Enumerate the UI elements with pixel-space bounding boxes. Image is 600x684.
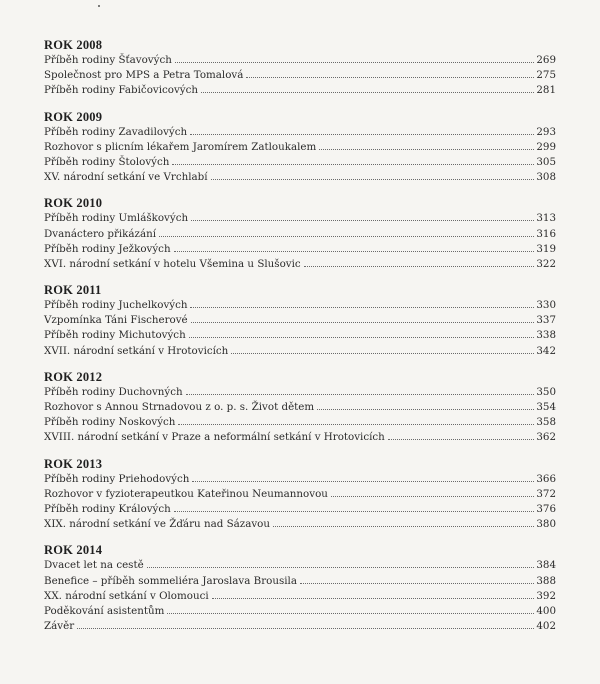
dot-leader	[319, 149, 534, 150]
entry-page-number: 384	[536, 559, 556, 572]
entry-title: Příběh rodiny Králových	[44, 502, 171, 515]
toc-entry[interactable]	[44, 558, 556, 573]
entry-title: Příběh rodiny Štolových	[44, 155, 170, 168]
toc-entry[interactable]	[44, 227, 556, 242]
entry-page-number: 400	[536, 604, 556, 617]
toc-entry[interactable]	[44, 400, 556, 415]
toc-section	[44, 283, 556, 359]
dot-leader	[191, 322, 534, 323]
entry-page-number: 402	[536, 620, 556, 633]
toc-entry[interactable]	[44, 53, 556, 68]
toc-entry[interactable]	[44, 385, 556, 400]
toc-entry[interactable]	[44, 83, 556, 98]
dot-leader	[212, 598, 534, 599]
year-heading: ROK 2010	[44, 196, 103, 211]
entry-page-number: 388	[536, 574, 556, 587]
entry-page-number: 354	[536, 401, 556, 413]
entry-title: Příběh rodiny Priehodových	[44, 472, 190, 485]
dot-leader	[174, 511, 534, 512]
entry-title: XX. národní setkání v Olomouci	[44, 589, 209, 602]
entry-page-number: 337	[536, 314, 556, 327]
dot-leader	[174, 251, 534, 252]
entry-title: Závěr	[44, 620, 75, 633]
dot-leader	[231, 353, 534, 354]
entry-title: XVI. národní setkání v hotelu Všemina u Slušovic	[44, 257, 301, 270]
entry-title: Společnost pro MPS a Petra Tomalová	[44, 69, 244, 82]
toc-section	[44, 38, 556, 99]
year-heading: ROK 2009	[44, 109, 103, 124]
toc-entry[interactable]	[44, 344, 556, 359]
toc-entry[interactable]	[44, 140, 556, 155]
toc-entry[interactable]	[44, 257, 556, 272]
toc-entry[interactable]	[44, 313, 556, 328]
dot-leader	[178, 424, 534, 425]
toc-section	[44, 370, 556, 446]
entry-title: Dvacet let na cestě	[44, 559, 144, 572]
dot-leader	[300, 583, 534, 584]
year-heading: ROK 2013	[44, 456, 103, 471]
toc-entry[interactable]	[44, 430, 556, 445]
toc-entry[interactable]	[44, 170, 556, 185]
entry-title: XIX. národní setkání ve Žďáru nad Sázavou	[44, 518, 270, 531]
toc-entry[interactable]	[44, 604, 556, 619]
toc-entry[interactable]	[44, 328, 556, 343]
year-heading: ROK 2008	[44, 38, 103, 52]
table-of-contents	[44, 38, 556, 634]
dot-leader	[147, 567, 534, 568]
dot-leader	[317, 409, 534, 410]
entry-page-number: 319	[536, 242, 556, 255]
toc-section	[44, 196, 556, 272]
entry-title: Příběh rodiny Noskových	[44, 416, 176, 429]
entry-page-number: 316	[536, 227, 556, 240]
entry-page-number: 305	[536, 155, 556, 168]
year-heading: ROK 2014	[44, 543, 103, 558]
entry-page-number: 362	[536, 431, 556, 444]
entry-title: XVII. národní setkání v Hrotovicích	[44, 344, 229, 357]
entry-title: Příběh rodiny Michutových	[44, 329, 186, 342]
dot-leader	[159, 236, 534, 237]
dot-leader	[388, 439, 534, 440]
dot-leader	[192, 481, 534, 482]
toc-entry[interactable]	[44, 68, 556, 83]
toc-entry[interactable]	[44, 155, 556, 170]
toc-entry[interactable]	[44, 502, 556, 517]
entry-title: Dvanáctero přikázání	[44, 227, 157, 240]
toc-entry[interactable]	[44, 242, 556, 257]
toc-entry[interactable]	[44, 619, 556, 634]
dot-leader	[77, 628, 534, 629]
entry-page-number: 366	[536, 472, 556, 485]
entry-title: Vzpomínka Táni Fischerové	[44, 314, 188, 327]
entry-title: Příběh rodiny Juchelkových	[44, 299, 188, 312]
year-heading: ROK 2012	[44, 369, 103, 384]
entry-title: Rozhovor s Annou Strnadovou z o. p. s. Život dětem	[44, 401, 315, 413]
dot-leader	[331, 496, 534, 497]
toc-entry[interactable]	[44, 125, 556, 140]
entry-title: Příběh rodiny Zavadilových	[44, 125, 188, 138]
dot-leader	[191, 220, 534, 221]
entry-page-number: 313	[536, 212, 556, 225]
entry-page-number: 358	[536, 416, 556, 429]
dot-leader	[189, 337, 534, 338]
entry-page-number: 350	[536, 385, 556, 398]
toc-section	[44, 110, 556, 186]
entry-title: Příběh rodiny Šťavových	[44, 54, 172, 66]
entry-title: Rozhovor s plicním lékařem Jaromírem Zatloukalem	[44, 140, 317, 153]
entry-title: Benefice – příběh sommeliéra Jaroslava Brousila	[44, 574, 297, 587]
entry-page-number: 308	[536, 171, 556, 184]
toc-section	[44, 457, 556, 533]
dot-leader	[172, 164, 534, 165]
toc-section	[44, 543, 556, 634]
toc-entry[interactable]	[44, 574, 556, 589]
dot-leader	[190, 134, 534, 135]
entry-page-number: 372	[536, 487, 556, 500]
entry-page-number: 376	[536, 502, 556, 515]
entry-title: Poděkování asistentům	[44, 604, 165, 617]
entry-page-number: 269	[536, 54, 556, 66]
dot-leader	[175, 62, 534, 63]
dot-leader	[304, 266, 534, 267]
toc-entry[interactable]	[44, 211, 556, 226]
paper-fleck	[98, 5, 100, 7]
dot-leader	[273, 526, 534, 527]
entry-page-number: 380	[536, 518, 556, 531]
entry-page-number: 338	[536, 329, 556, 342]
dot-leader	[186, 394, 534, 395]
toc-entry[interactable]	[44, 472, 556, 487]
entry-page-number: 299	[536, 140, 556, 153]
toc-entry[interactable]	[44, 517, 556, 532]
dot-leader	[246, 77, 534, 78]
entry-title: Příběh rodiny Ježkových	[44, 242, 171, 255]
entry-page-number: 392	[536, 589, 556, 602]
dot-leader	[211, 179, 534, 180]
entry-title: XV. národní setkání ve Vrchlabí	[44, 171, 208, 184]
entry-page-number: 322	[536, 257, 556, 270]
entry-page-number: 275	[536, 69, 556, 82]
entry-page-number: 342	[536, 344, 556, 357]
toc-entry[interactable]	[44, 487, 556, 502]
entry-title: Rozhovor v fyzioterapeutkou Kateřinou Neumannovou	[44, 487, 328, 500]
dot-leader	[167, 613, 534, 614]
dot-leader	[190, 307, 534, 308]
entry-title: Příběh rodiny Duchovných	[44, 385, 183, 398]
toc-entry[interactable]	[44, 298, 556, 313]
dot-leader	[201, 92, 534, 93]
toc-entry[interactable]	[44, 415, 556, 430]
entry-title: Příběh rodiny Umláškových	[44, 212, 189, 225]
entry-page-number: 293	[536, 125, 556, 138]
toc-entry[interactable]	[44, 589, 556, 604]
entry-page-number: 281	[536, 84, 556, 97]
year-heading: ROK 2011	[44, 283, 102, 298]
entry-page-number: 330	[536, 299, 556, 312]
entry-title: XVIII. národní setkání v Praze a neformální setkání v Hrotovicích	[44, 431, 385, 444]
entry-title: Příběh rodiny Fabičovicových	[44, 84, 199, 97]
